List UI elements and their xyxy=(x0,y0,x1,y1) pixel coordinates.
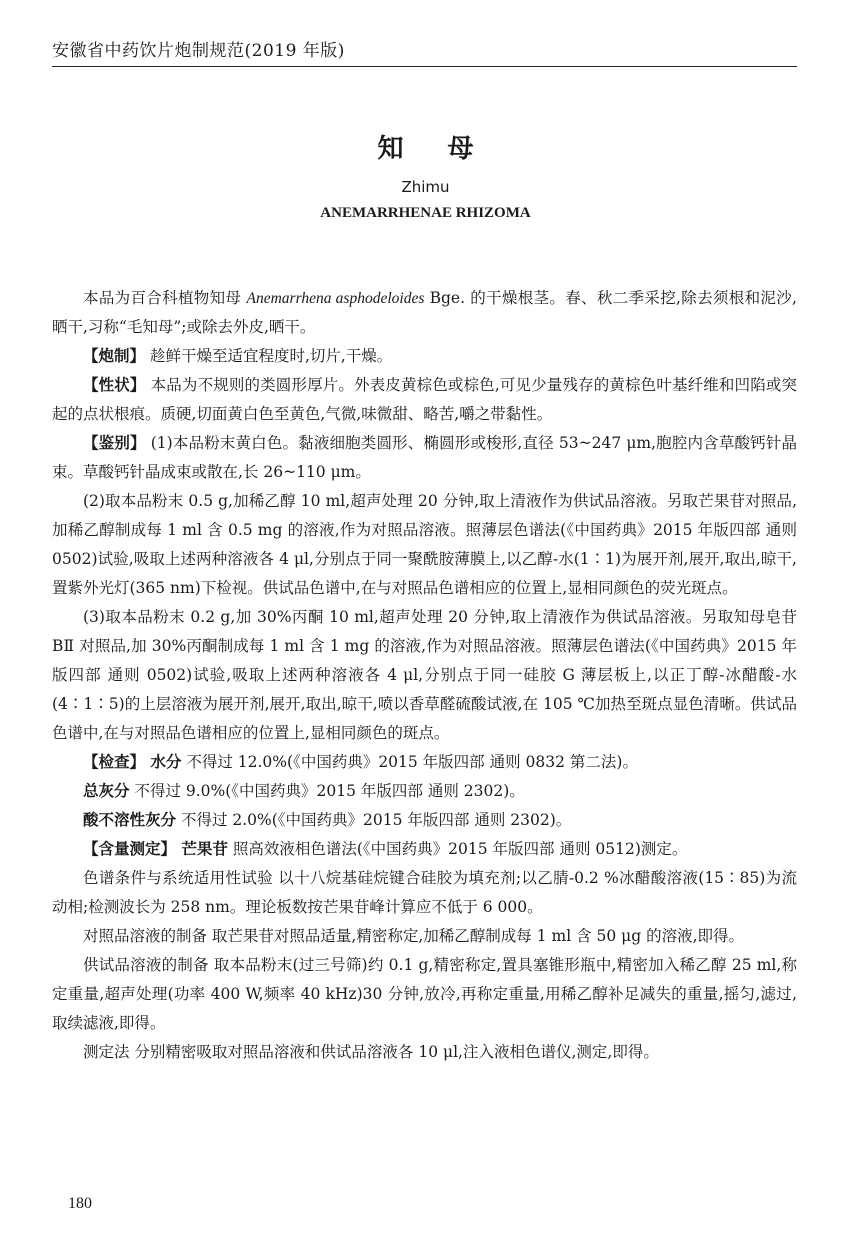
running-header: 安徽省中药饮片炮制规范(2019 年版) xyxy=(52,41,345,61)
title-char-2: 母 xyxy=(447,134,474,164)
assay-label: 芒果苷 xyxy=(176,840,228,858)
inspection-tag: 【检查】 xyxy=(83,753,146,771)
identification-paragraph-2: (2)取本品粉末 0.5 g,加稀乙醇 10 ml,超声处理 20 分钟,取上清液作为供试品溶液。另取芒果苷对照品,加稀乙醇制成每 1 ml 含 0.5 mg 的溶液,作为对照品溶液。照薄层色谱法(《中国药典》2015 年版四部 通则 0502)试验,吸取上述两种溶液各 4 μl,分别点于同一聚酰胺薄膜上,以乙醇-水(1∶1)为展开剂,展开,取出,晾干,置紫外光灯(365 nm)下检视。供试品色谱中,在与对照品色谱相应的位置上,显相同颜色的荧光斑点。 xyxy=(52,492,797,597)
water-label: 水分 xyxy=(145,753,182,771)
page-number: 180 xyxy=(68,1195,92,1212)
inspection-acid-ash xyxy=(52,806,797,835)
assay-text: 照高效液相色谱法(《中国药典》2015 年版四部 通则 0512)测定。 xyxy=(227,840,688,858)
processing-text: 趁鲜干燥至适宜程度时,切片,干燥。 xyxy=(145,347,393,365)
intro-text-a: 本品为百合科植物知母 xyxy=(83,289,247,307)
total-ash-label: 总灰分 xyxy=(83,782,130,800)
total-ash-text: 不得过 9.0%(《中国药典》2015 年版四部 通则 2302)。 xyxy=(129,782,525,800)
intro-text-b: Bge. 的干燥根茎。春、秋二季采挖,除去须根和泥沙,晒干,习称“毛知母”;或除去外皮,晒干。 xyxy=(52,289,797,336)
monograph-title xyxy=(0,128,851,165)
water-text: 不得过 12.0%(《中国药典》2015 年版四部 通则 0832 第二法)。 xyxy=(181,753,638,771)
inspection-water xyxy=(52,748,797,777)
title-char-1: 知 xyxy=(377,134,404,164)
assay-paragraph xyxy=(52,835,797,864)
monograph-body xyxy=(52,284,797,1067)
acid-ash-label: 酸不溶性灰分 xyxy=(83,811,177,829)
character-paragraph xyxy=(52,371,797,429)
chromatographic-conditions: 色谱条件与系统适用性试验 以十八烷基硅烷键合硅胶为填充剂;以乙腈-0.2 %冰醋酸溶液(15∶85)为流动相;检测波长为 258 nm。理论板数按芒果苷峰计算应不低于 6 000。 xyxy=(52,869,797,916)
processing-paragraph xyxy=(52,342,797,371)
intro-paragraph xyxy=(52,284,797,342)
determination-method: 测定法 分别精密吸取对照品溶液和供试品溶液各 10 μl,注入液相色谱仪,测定,即得。 xyxy=(83,1043,659,1061)
sample-solution: 供试品溶液的制备 取本品粉末(过三号筛)约 0.1 g,精密称定,置具塞锥形瓶中,精密加入稀乙醇 25 ml,称定重量,超声处理(功率 400 W,频率 40 kHz)30 分钟,放冷,再称定重量,用稀乙醇补足减失的重量,摇匀,滤过,取续滤液,即得。 xyxy=(52,956,797,1032)
assay-tag: 【含量测定】 xyxy=(83,840,177,858)
identification-text-1: (1)本品粉末黄白色。黏液细胞类圆形、椭圆形或梭形,直径 53~247 μm,胞腔内含草酸钙针晶束。草酸钙针晶成束或散在,长 26~110 μm。 xyxy=(52,434,797,481)
inspection-total-ash xyxy=(52,777,797,806)
identification-paragraph-1 xyxy=(52,429,797,487)
species-name: Anemarrhena asphodeloides xyxy=(246,290,425,307)
header-rule xyxy=(52,66,797,67)
acid-ash-text: 不得过 2.0%(《中国药典》2015 年版四部 通则 2302)。 xyxy=(176,811,572,829)
character-tag: 【性状】 xyxy=(83,376,146,394)
processing-tag: 【炮制】 xyxy=(83,347,146,365)
pinyin-name: Zhimu xyxy=(401,178,450,196)
identification-paragraph-3: (3)取本品粉末 0.2 g,加 30%丙酮 10 ml,超声处理 20 分钟,取上清液作为供试品溶液。另取知母皂苷 BⅡ 对照品,加 30%丙酮制成每 1 ml 含 1 mg 的溶液,作为对照品溶液。照薄层色谱法(《中国药典》2015 年版四部 通则 0502)试验,吸取上述两种溶液各 4 μl,分别点于同一硅胶 G 薄层板上,以正丁醇-冰醋酸-水(4∶1∶5)的上层溶液为展开剂,展开,取出,晾干,喷以香草醛硫酸试液,在 105 ℃加热至斑点显色清晰。供试品色谱中,在与对照品色谱相应的位置上,显相同颜色的斑点。 xyxy=(52,608,797,742)
identification-tag: 【鉴别】 xyxy=(83,434,146,452)
reference-solution: 对照品溶液的制备 取芒果苷对照品适量,精密称定,加稀乙醇制成每 1 ml 含 50 μg 的溶液,即得。 xyxy=(83,927,745,945)
latin-name: ANEMARRHENAE RHIZOMA xyxy=(320,205,531,221)
character-text: 本品为不规则的类圆形厚片。外表皮黄棕色或棕色,可见少量残存的黄棕色叶基纤维和凹陷或突起的点状根痕。质硬,切面黄白色至黄色,气微,味微甜、略苦,嚼之带黏性。 xyxy=(52,376,797,423)
